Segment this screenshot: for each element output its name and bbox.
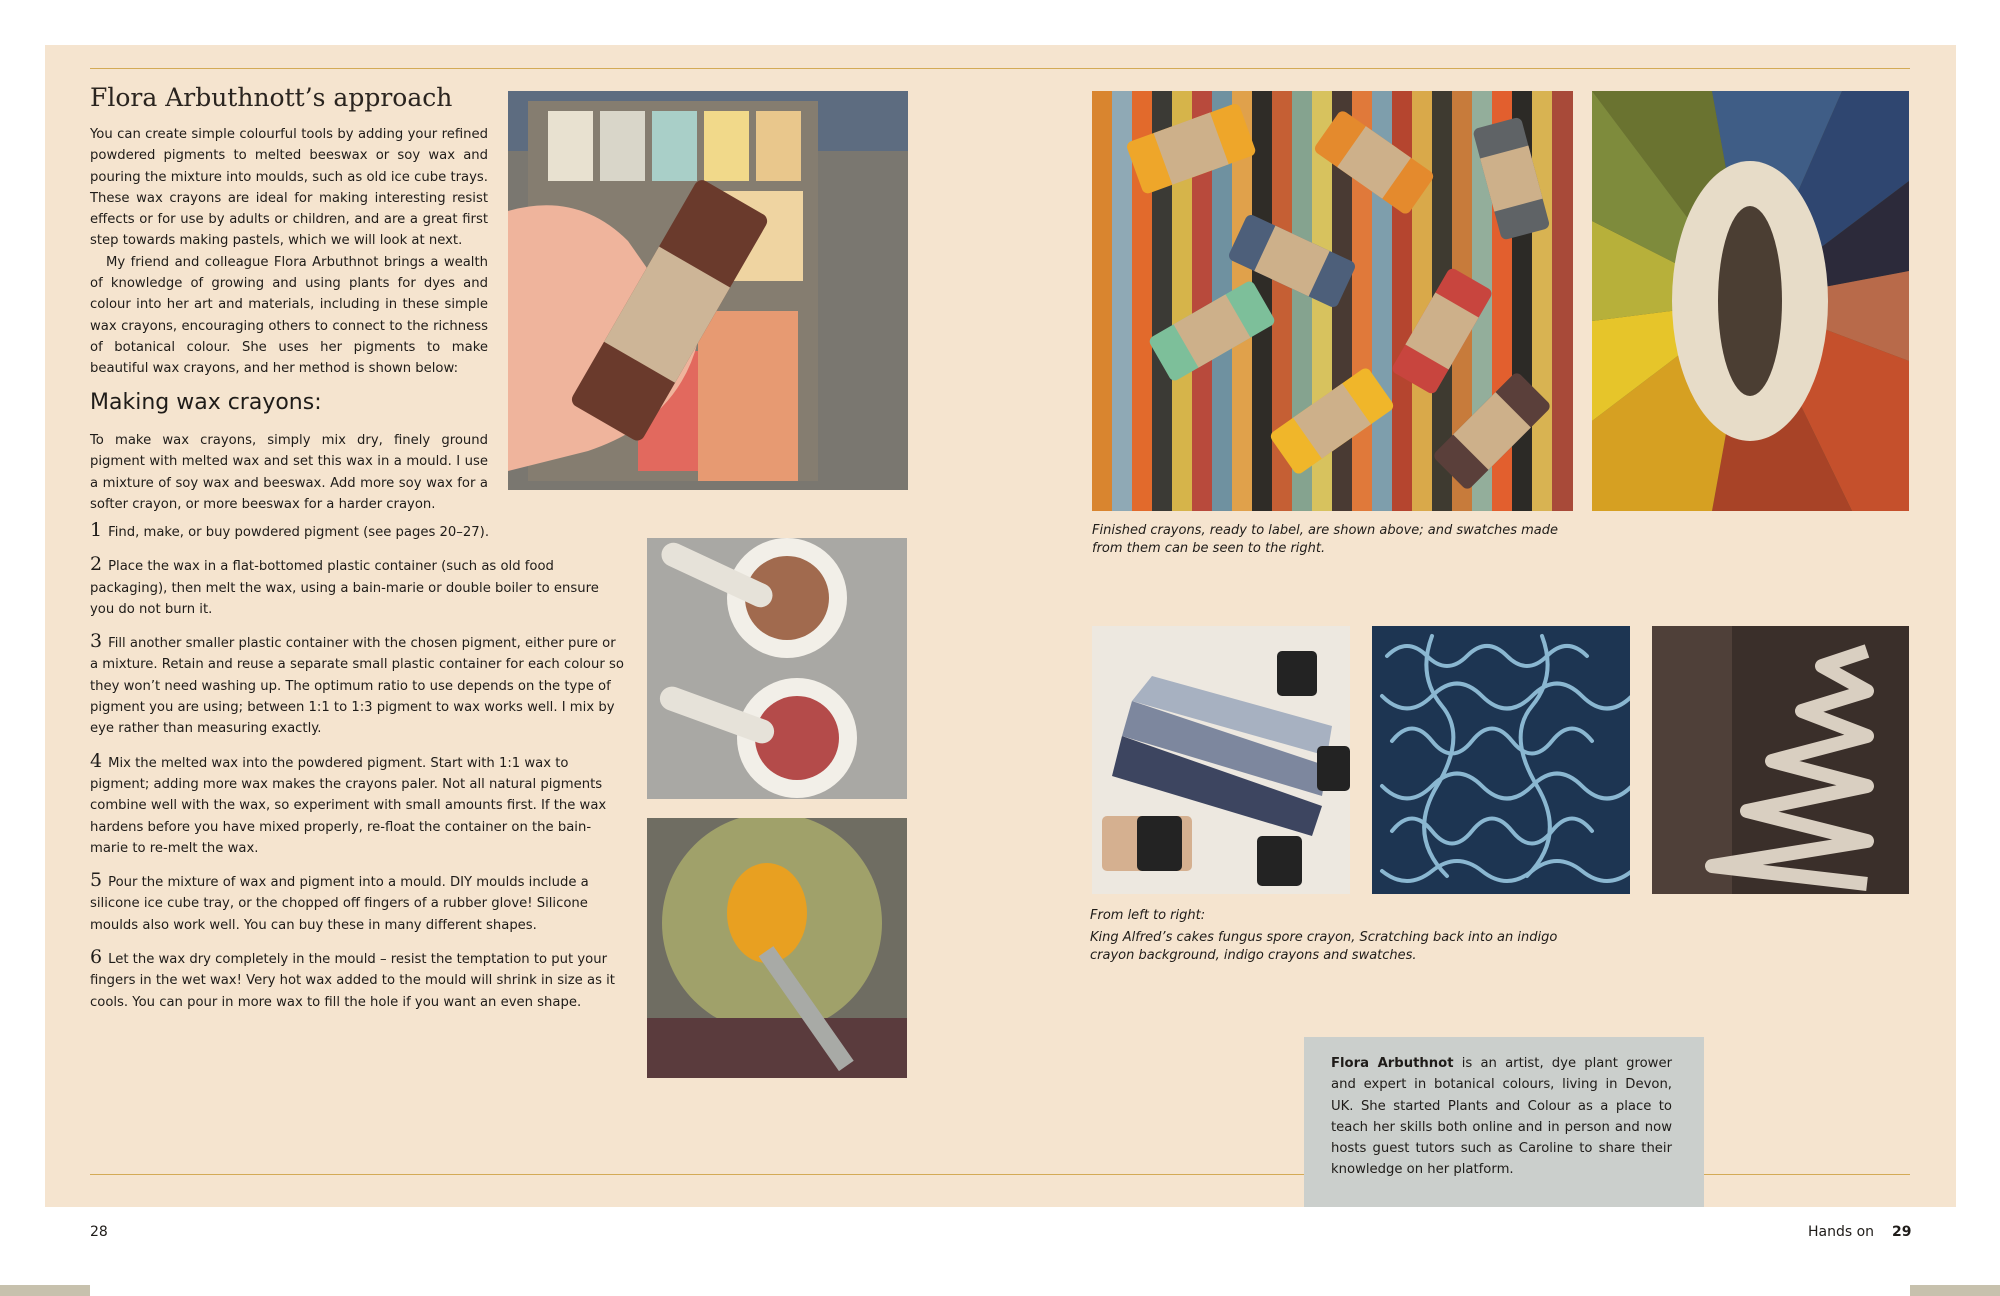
method-intro: [90, 430, 488, 515]
bio-name: Flora Arbuthnot: [1331, 1056, 1454, 1071]
step-1: 1 Find, make, or buy powdered pigment (see pages 20–27).: [90, 519, 490, 541]
steps-list: [90, 520, 625, 1024]
pigment-bowl-photo: [647, 818, 907, 1078]
step-5: 5 Pour the mixture of wax and pigment into a mould. DIY moulds include a silicone ice cube tray, or the chopped off fingers of a rubber glove! Silicone moulds also work well. You can buy these in many different shapes.: [90, 869, 589, 933]
swatches-photo: [1592, 91, 1909, 511]
step-2: 2 Place the wax in a flat-bottomed plastic container (such as old food packaging), then melt the wax, using a bain-marie or double boiler to ensure you do not burn it.: [90, 553, 599, 617]
mortar-and-pestle-photo: [647, 538, 907, 799]
bio-box: [1304, 1037, 1704, 1207]
bio-description: is an artist, dye plant grower and expert in botanical colours, living in Devon, UK. She started Plants and Colour as a place to teach her skills both online and in person and now hosts guest tutors such as Caroline to share their knowledge on her platform.: [1331, 1056, 1672, 1178]
page-title: Flora Arbuthnott’s approach: [90, 83, 453, 112]
caption-finished-crayons: Finished crayons, ready to label, are shown above; and swatches made from them can be seen to the right.: [1092, 523, 1559, 556]
intro-paragraph-1: You can create simple colourful tools by adding your refined powdered pigments to melted beeswax or soy wax and pouring the mixture into moulds, such as old ice cube trays. These wax crayons are ideal for making interesting resist effects or for use by adults or children, and are a great first step towards making pastels, which we will look at next.: [90, 127, 488, 249]
page-number-right: 29: [1892, 1224, 1912, 1240]
crayon-in-hand-photo: [508, 91, 908, 490]
top-rule: [90, 68, 1910, 69]
bio-text: [1331, 1053, 1672, 1181]
step-3: 3 Fill another smaller plastic container with the chosen pigment, either pure or a mixture. Retain and reuse a separate small plastic container for each colour so they won’t need washing up. The optimum ratio to use depends on the type of pigment you are using; between 1:1 to 1:3 pigment to wax works well. I mix by eye rather than measuring exactly.: [90, 630, 624, 737]
section-name: Hands on: [1808, 1224, 1875, 1240]
corner-tab-left: [0, 1285, 90, 1296]
page-number-left: 28: [90, 1224, 108, 1240]
corner-tab-right: [1910, 1285, 2000, 1296]
intro-paragraph-2: My friend and colleague Flora Arbuthnot brings a wealth of knowledge of growing and using plants for dyes and colour into her art and materials, including in these simple wax crayons, encouraging others to connect to the richness of botanical colour. She uses her pigments to make beautiful wax crayons, and her method is shown below:: [90, 254, 488, 377]
indigo-scratch-photo: [1372, 626, 1630, 894]
caption-from-left: From left to right:: [1090, 908, 1206, 923]
fungus-crayon-swatch-photo: [1092, 626, 1350, 894]
zigzag-crayon-photo: [1652, 626, 1909, 894]
step-4: 4 Mix the melted wax into the powdered pigment. Start with 1:1 wax to pigment; adding more wax makes the crayons paler. Not all natural pigments combine well with the wax, so experiment with small amounts first. If the wax hardens before you have mixed properly, re-float the container on the bain-marie to re-melt the wax.: [90, 749, 607, 856]
method-subheading: Making wax crayons:: [90, 390, 322, 415]
intro-text: [90, 124, 488, 380]
method-intro-text: To make wax crayons, simply mix dry, finely ground pigment with melted wax and set this wax in a mould. I use a mixture of soy wax and beeswax. Add more soy wax for a softer crayon, or more beeswax for a harder crayon.: [90, 433, 488, 512]
caption-swatches-row: [1090, 907, 1570, 965]
caption-detail: King Alfred’s cakes fungus spore crayon, Scratching back into an indigo crayon background, indigo crayons and swatches.: [1090, 930, 1558, 963]
finished-crayons-photo: [1092, 91, 1573, 511]
step-6: 6 Let the wax dry completely in the mould – resist the temptation to put your fingers in the wet wax! Very hot wax added to the mould will shrink in size as it cools. You can pour in more wax to fill the hole if you want an even shape.: [90, 946, 615, 1010]
